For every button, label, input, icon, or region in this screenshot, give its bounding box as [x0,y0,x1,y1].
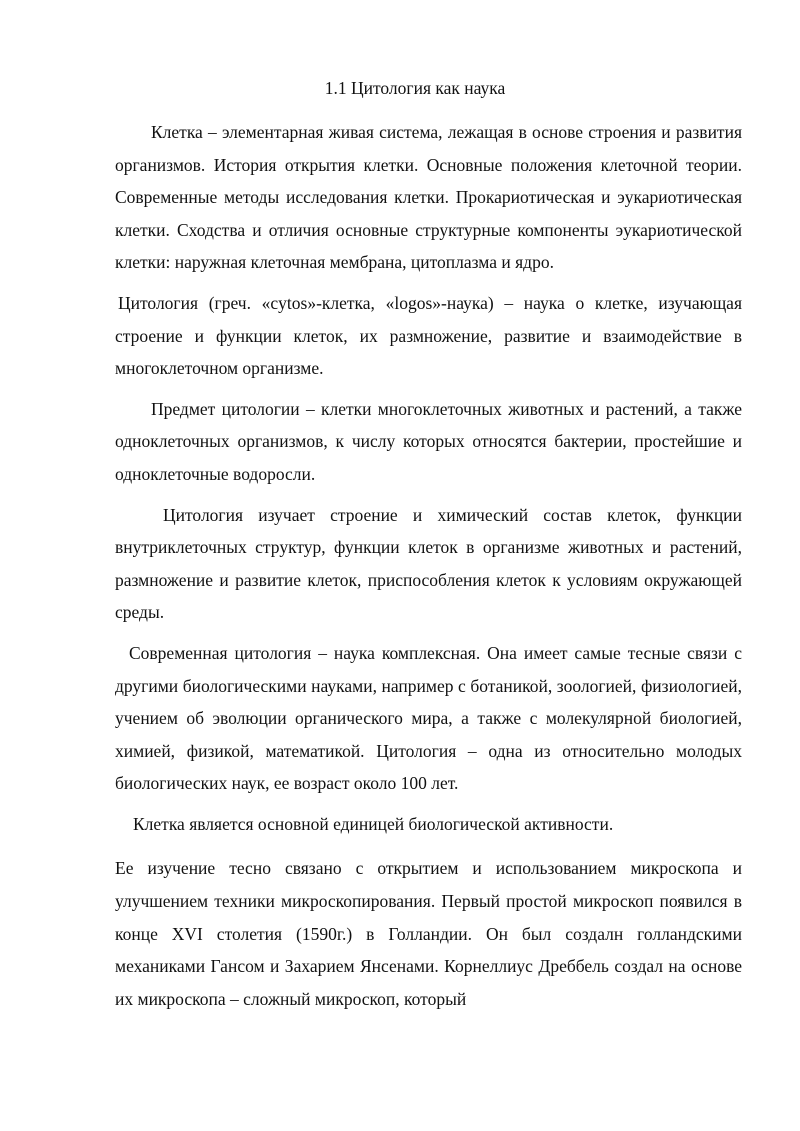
paragraph: Цитология (греч. «cytos»-клетка, «logos»-наука) – наука о клетке, изучающая строение и функции клеток, их размножение, развитие и взаимодействие в многоклеточном организме. [115,292,742,379]
paragraph: Современная цитология – наука комплексная. Она имеет самые тесные связи с другими биологическими науками, например с ботаникой, зоологией, физиологией, учением об эволюции органического мира, а также с молекулярной биологией, химией, физикой, математикой. Цитология – одна из относительно молодых биологических наук, ее возраст около 100 лет. [115,642,742,794]
paragraph: Цитология изучает строение и химический состав клеток, функции внутриклеточных структур, функции клеток в организме животных и растений, размножение и развитие клеток, приспособления клеток к условиям окружающей среды. [115,504,742,623]
document-body [115,116,742,1015]
section-heading: 1.1 Цитология как наука [324,78,506,98]
paragraph: Клетка – элементарная живая система, лежащая в основе строения и развития организмов. История открытия клетки. Основные положения клеточной теории. Современные методы исследования клетки. Прокариотическая и эукариотическая клетки. Сходства и отличия основные структурные компоненты эукариотической клетки: наружная клеточная мембрана, цитоплазма и ядро. [115,122,742,273]
paragraph: Клетка является основной единицей биологической активности. [133,813,614,834]
paragraph: Ее изучение тесно связано с открытием и использованием микроскопа и улучшением техники микроскопирования. Первый простой микроскоп появился в конце XVI столетия (1590г.) в Голландии. Он был создалн голландскими механиками Гансом и Захарием Янсенами. Корнеллиус Дреббель создал на основе их микроскопа – сложный микроскоп, который [115,858,742,1009]
paragraph: Предмет цитологии – клетки многоклеточных животных и растений, а также одноклеточных организмов, к числу которых относятся бактерии, простейшие и одноклеточные водоросли. [115,398,742,484]
